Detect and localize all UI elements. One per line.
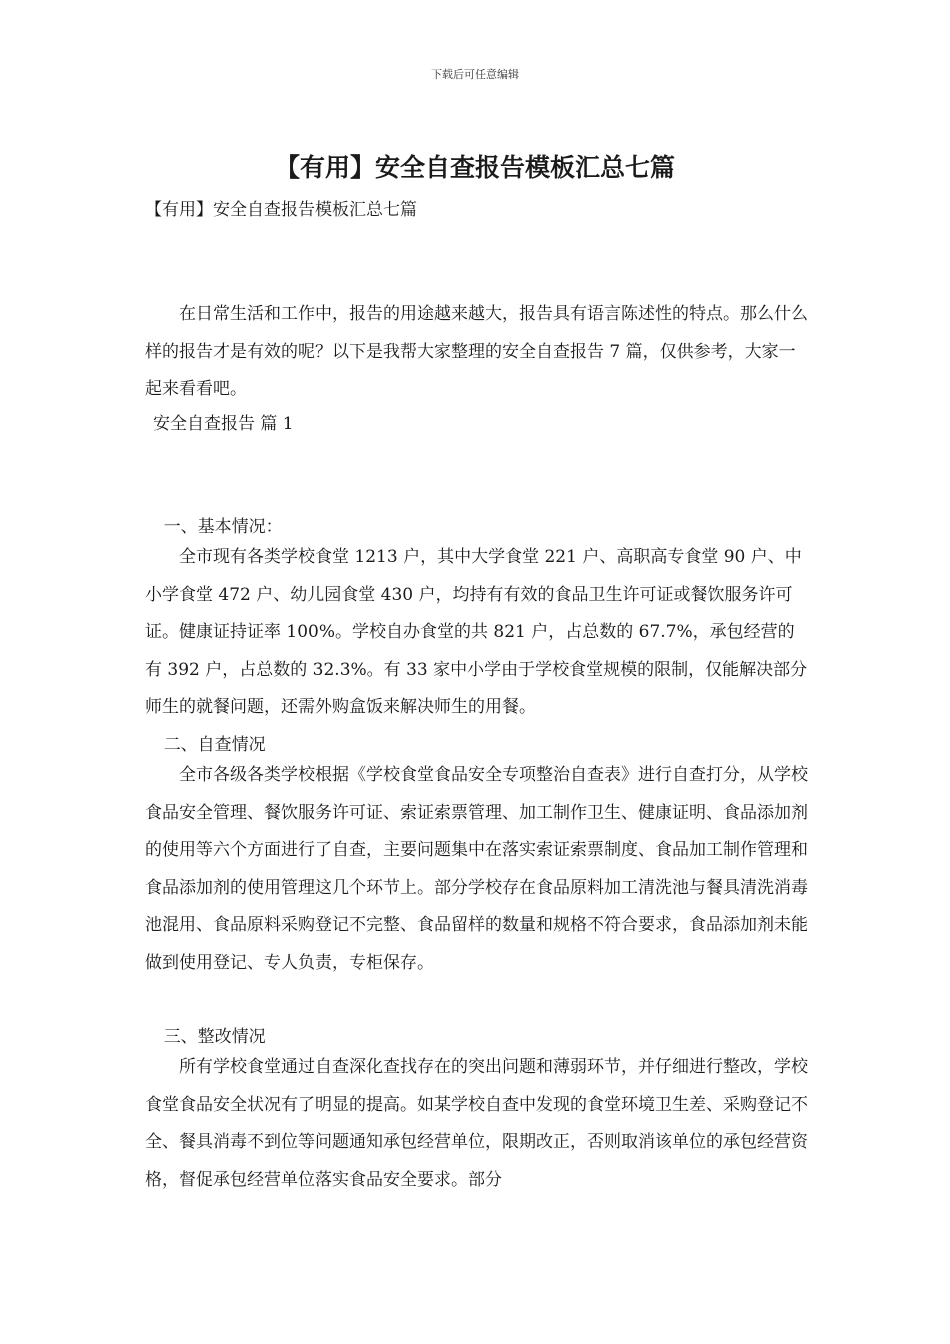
section-paragraph: 全市各级各类学校根据《学校食堂食品安全专项整治自查表》进行自查打分，从学校食品安全管理、餐饮服务许可证、索证索票管理、加工制作卫生、健康证明、食品添加剂的使用等六个方面进行了自查，主要问题集中在落实索证索票制度、食品加工制作管理和食品添加剂的使用管理这几个环节上。部分学校存在食品原料加工清洗池与餐具清洗消毒池混用、食品原料采购登记不完整、食品留样的数量和规格不符合要求，食品添加剂未能做到使用登记、专人负责，专柜保存。 xyxy=(145,765,808,973)
piece-heading: 安全自查报告 篇 1 xyxy=(153,414,294,434)
section-body-rectification xyxy=(145,1049,810,1199)
document-subtitle: 【有用】安全自查报告模板汇总七篇 xyxy=(145,200,417,220)
section-paragraph: 所有学校食堂通过自查深化查找存在的突出问题和薄弱环节，并仔细进行整改，学校食堂食品安全状况有了明显的提高。如某学校自查中发现的食堂环境卫生差、采购登记不全、餐具消毒不到位等问题通知承包经营单位，限期改正，否则取消该单位的承包经营资格，督促承包经营单位落实食品安全要求。部分 xyxy=(145,1057,808,1190)
header-note: 下载后可任意编辑 xyxy=(431,68,519,81)
intro-block xyxy=(145,296,810,409)
section-paragraph: 全市现有各类学校食堂 1213 户，其中大学食堂 221 户、高职高专食堂 90 户、中小学食堂 472 户、幼儿园食堂 430 户，均持有有效的食品卫生许可证或餐饮服务许可证。健康证持证率 100%。学校自办食堂的共 821 户，占总数的 67.7%，承包经营的有 392 户，占总数的 32.3%。有 33 家中小学由于学校食堂规模的限制，仅能解决部分师生的就餐问题，还需外购盒饭来解决师生的用餐。 xyxy=(145,547,808,717)
page-title: 【有用】安全自查报告模板汇总七篇 xyxy=(274,153,675,182)
section-heading-rectification: 三、整改情况 xyxy=(163,1027,266,1047)
intro-paragraph: 在日常生活和工作中，报告的用途越来越大，报告具有语言陈述性的特点。那么什么样的报告才是有效的呢？以下是我帮大家整理的安全自查报告 7 篇，仅供参考，大家一起来看看吧。 xyxy=(145,304,808,399)
section-heading-basic: 一、基本情况： xyxy=(163,517,283,537)
section-body-selfcheck xyxy=(145,757,810,982)
section-heading-selfcheck: 二、自查情况 xyxy=(163,735,266,755)
section-body-basic xyxy=(145,539,810,727)
